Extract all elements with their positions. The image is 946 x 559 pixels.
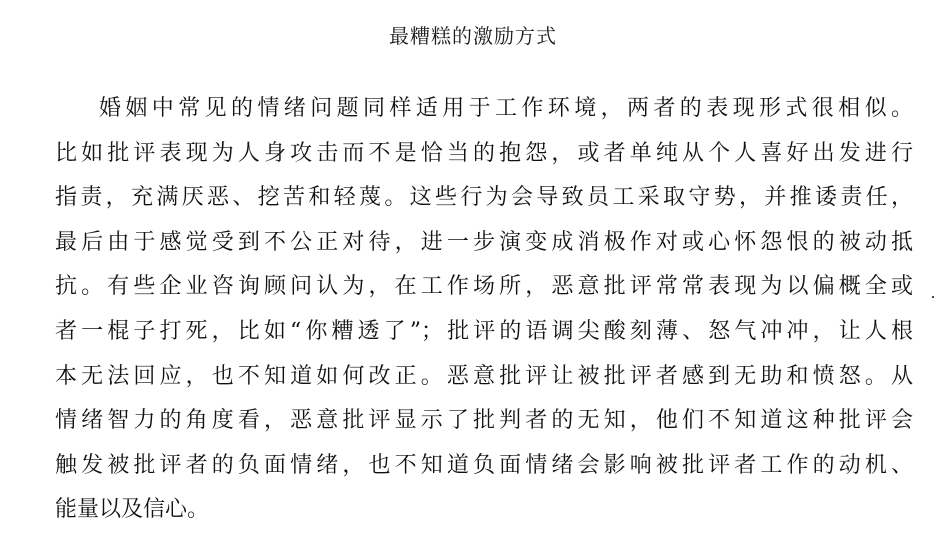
text-line: 最后由于感觉受到不公正对待，进一步演变成消极作对或心怀怨恨的被动抵 xyxy=(55,229,913,255)
text-line: 婚姻中常见的情绪问题同样适用于工作环境，两者的表现形式很相似。 xyxy=(99,96,913,121)
text-line: 触发被批评者的负面情绪，也不知道负面情绪会影响被批评者工作的动机、 xyxy=(55,452,913,478)
text-line: 情绪智力的角度看，恶意批评显示了批判者的无知，他们不知道这种批评会 xyxy=(55,408,913,434)
body-paragraph xyxy=(55,87,913,533)
text-line: 者一棍子打死，比如“你糟透了”；批评的语调尖酸刻薄、怒气冲冲，让人根 xyxy=(55,318,913,344)
page-title: 最糟糕的激励方式 xyxy=(389,24,557,48)
text-line: 本无法回应，也不知道如何改正。恶意批评让被批评者感到无助和愤怒。从 xyxy=(55,363,913,389)
text-line: 比如批评表现为人身攻击而不是恰当的抱怨，或者单纯从个人喜好出发进行 xyxy=(55,140,913,166)
text-line: 能量以及信心。 xyxy=(55,497,210,523)
scan-speck xyxy=(932,296,934,298)
text-line: 抗。有些企业咨询顾问认为，在工作场所，恶意批评常常表现为以偏概全或 xyxy=(55,274,913,300)
text-line: 指责，充满厌恶、挖苦和轻蔑。这些行为会导致员工采取守势，并推诿责任， xyxy=(55,185,913,211)
